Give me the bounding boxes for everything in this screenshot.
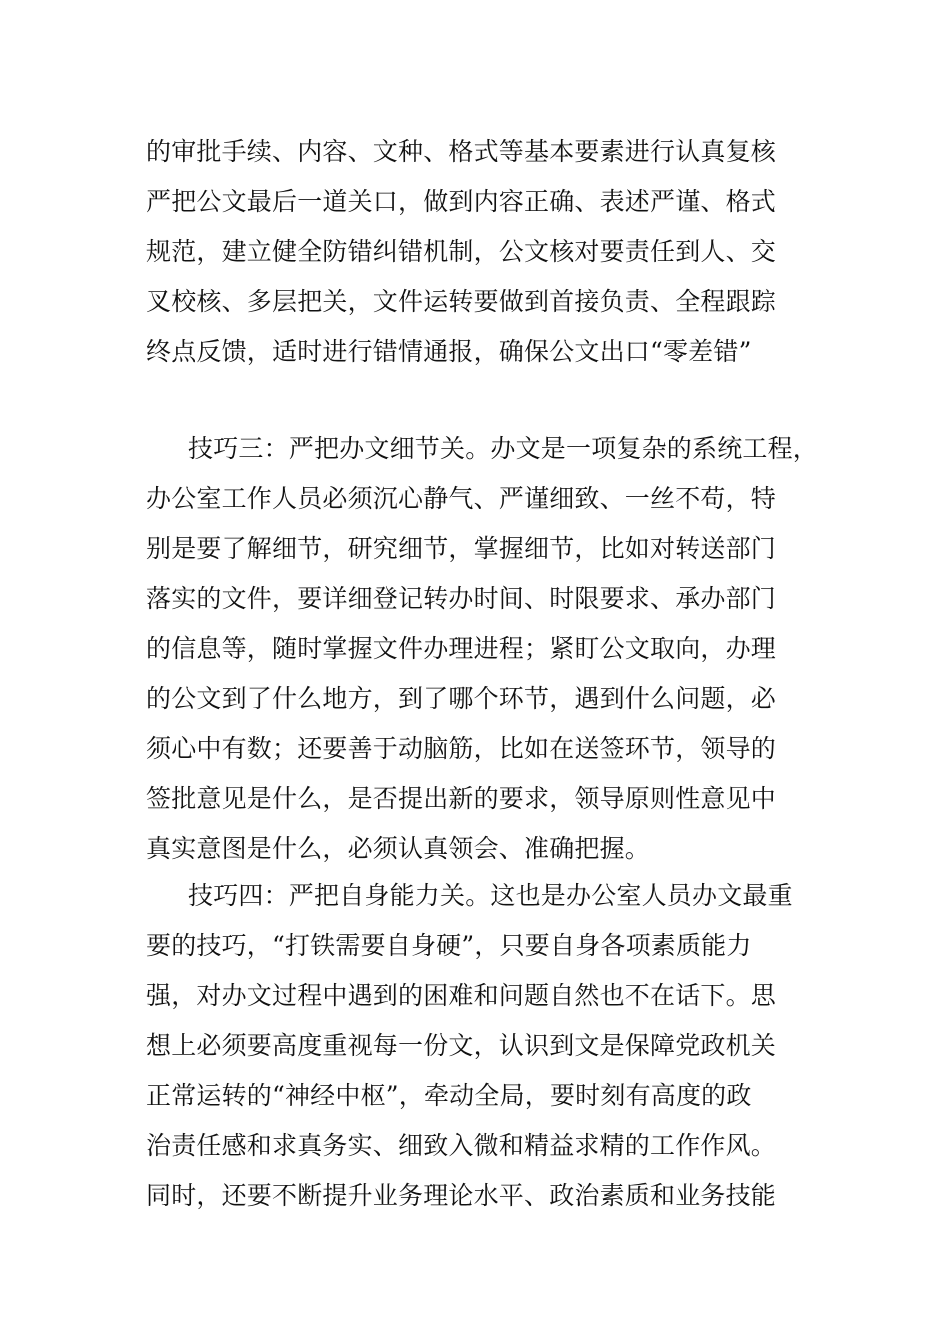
text-line: 同时，还要不断提升业务理论水平、政治素质和业务技能 [146, 1181, 777, 1210]
text-line: 别是要了解细节，研究细节，掌握细节，比如对转送部门 [146, 534, 777, 563]
text-line: 严把公文最后一道关口，做到内容正确、表述严谨、格式 [146, 187, 777, 216]
paragraph-first-line: 技巧四：严把自身能力关。这也是办公室人员办文最重 [188, 881, 793, 910]
text-line: 的信息等，随时掌握文件办理进程；紧盯公文取向，办理 [146, 634, 777, 663]
text-line: 办公室工作人员必须沉心静气、严谨细致、一丝不苟，特 [146, 484, 777, 513]
text-line: 治责任感和求真务实、细致入微和精益求精的工作作风。 [146, 1131, 777, 1160]
text-line: 要的技巧，“打铁需要自身硬”，只要自身各项素质能力 [146, 931, 752, 960]
text-line: 的公文到了什么地方，到了哪个环节，遇到什么问题，必 [146, 684, 777, 713]
text-line: 终点反馈，适时进行错情通报，确保公文出口“零差错” [146, 337, 752, 366]
paragraph-first-line: 技巧三：严把办文细节关。办文是一项复杂的系统工程， [188, 434, 819, 463]
text-line: 签批意见是什么，是否提出新的要求，领导原则性意见中 [146, 784, 777, 813]
text-line: 想上必须要高度重视每一份文，认识到文是保障党政机关 [146, 1031, 777, 1060]
text-line: 规范，建立健全防错纠错机制，公文核对要责任到人、交 [146, 237, 777, 266]
text-line: 须心中有数；还要善于动脑筋，比如在送签环节，领导的 [146, 734, 777, 763]
text-line: 真实意图是什么，必须认真领会、准确把握。 [146, 834, 651, 863]
text-line: 落实的文件，要详细登记转办时间、时限要求、承办部门 [146, 584, 777, 613]
text-line: 正常运转的“神经中枢”，牵动全局，要时刻有高度的政 [146, 1081, 752, 1110]
text-line: 的审批手续、内容、文种、格式等基本要素进行认真复核 [146, 137, 777, 166]
text-line: 强，对办文过程中遇到的困难和问题自然也不在话下。思 [146, 981, 777, 1010]
text-line: 叉校核、多层把关，文件运转要做到首接负责、全程跟踪 [146, 287, 777, 316]
